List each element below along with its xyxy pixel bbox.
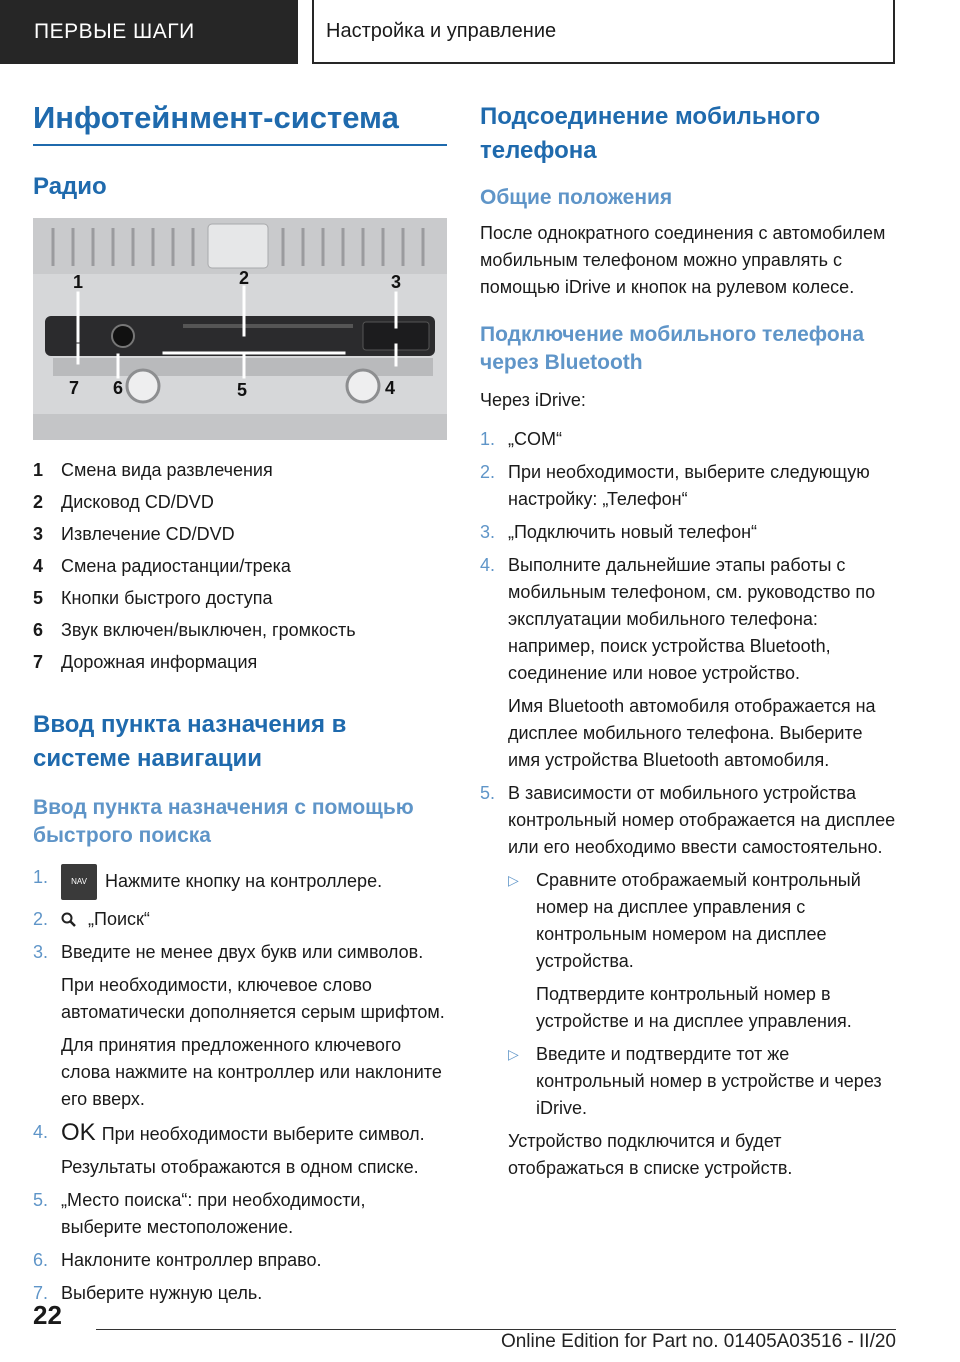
ok-symbol-icon: OK (61, 1119, 96, 1146)
list-item: 2. „Поиск“ (33, 909, 150, 929)
header-chapter (312, 0, 895, 64)
callout-7: 7 (69, 378, 80, 398)
legend-item: 1 Смена вида развлечения (33, 460, 273, 480)
bullet-item: ▷ Введите и подтвердите тот же контрольный номер в устройстве и через iDrive. (508, 1041, 896, 1122)
quick-search-steps (33, 864, 447, 1307)
bullet-list (508, 867, 896, 1122)
footer-divider (96, 1329, 896, 1330)
list-item: 5. „Место поиска“: при необходимости, выберите местоположение. (33, 1190, 366, 1237)
section-label: ПЕРВЫЕ ШАГИ (34, 20, 195, 43)
list-item: 1. „COM“ (480, 429, 562, 449)
chapter-label: Настройка и управление (326, 19, 557, 42)
general-text: После однократного соединения с автомобилем мобильным телефоном можно управлять с помощью iDrive и кнопок на рулевом колесе. (480, 223, 886, 297)
triangle-bullet-icon: ▷ (508, 872, 519, 888)
callout-6: 6 (113, 378, 124, 398)
legend-item: 2 Дисковод CD/DVD (33, 492, 214, 512)
list-item: 4. OK При необходимости выберите символ. Результаты отображаются в одном списке. (33, 1119, 425, 1177)
legend-item: 6 Звук включен/выключен, громкость (33, 620, 356, 640)
legend-item: 3 Извлечение CD/DVD (33, 524, 235, 544)
right-column (480, 100, 896, 1188)
list-item: 5. В зависимости от мобильного устройства контрольный номер отображается на дисплее или его необходимо ввести самостоятельно. ▷ Сравните отображаемый контрольный номер на дисплее управления с контрольным номером на дисплее устройства. Подтвердите контрольный номер в устройстве и на дисплее управления. ▷ Введите и подтвердите тот же контрольный номер в устройстве и через iDrive. Устройство подключится и будет отображаться в списке устройств. (480, 780, 896, 1182)
list-item: 6. Наклоните контроллер вправо. (33, 1250, 322, 1270)
bluetooth-steps (480, 426, 896, 1182)
closing-text: Устройство подключится и будет отображаться в списке устройств. (508, 1131, 793, 1178)
callout-1: 1 (73, 272, 84, 292)
list-item: 3. Введите не менее двух букв или символов. При необходимости, ключевое слово автоматически дополняется серым шрифтом. Для принятия предложенного ключевого слова нажмите на контроллер или наклоните его вверх. (33, 942, 445, 1109)
via-idrive: Через iDrive: (480, 390, 586, 410)
nav-heading: Ввод пункта назначения в системе навигации (33, 711, 347, 772)
search-icon (61, 912, 77, 928)
list-item: 4. Выполните дальнейшие этапы работы с мобильным телефоном, см. руководство по эксплуатации мобильного телефона: например, поиск устройства Bluetooth, соединение или новое устройство. Имя Bluetooth автомобиля отображается на дисплее мобильного телефона. Выберите имя устройства Bluetooth автомобиля. (480, 555, 876, 770)
bullet-item: ▷ Сравните отображаемый контрольный номер на дисплее управления с контрольным номером на дисплее устройства. Подтвердите контрольный номер в устройстве и на дисплее управления. (508, 867, 896, 1035)
callout-2: 2 (239, 268, 250, 288)
quick-search-heading: Ввод пункта назначения с помощью быстрого поиска (33, 796, 414, 847)
nav-button-icon: NAV (61, 864, 97, 900)
general-heading: Общие положения (480, 186, 673, 209)
page-number: 22 (33, 1300, 62, 1330)
radio-panel-illustration (33, 218, 447, 440)
list-item: 3. „Подключить новый телефон“ (480, 522, 758, 542)
header-section (0, 0, 298, 64)
callout-3: 3 (391, 272, 402, 292)
legend-item: 5 Кнопки быстрого доступа (33, 588, 273, 608)
callout-5: 5 (237, 380, 248, 400)
radio-heading: Радио (33, 173, 107, 200)
triangle-bullet-icon: ▷ (508, 1046, 519, 1062)
list-item: 2. При необходимости, выберите следующую настройку: „Телефон“ (480, 462, 870, 509)
list-item: 7. Выберите нужную цель. (33, 1283, 263, 1303)
legend-item: 4 Смена радиостанции/трека (33, 556, 291, 576)
list-item: 1. NAV Нажмите кнопку на контроллере. (33, 864, 447, 900)
legend-item: 7 Дорожная информация (33, 652, 258, 672)
footer-edition: Online Edition for Part no. 01405A03516 - II/20 (500, 1331, 896, 1352)
phone-heading: Подсоединение мобильного телефона (480, 103, 821, 164)
left-column (33, 100, 447, 1313)
callout-4: 4 (385, 378, 396, 398)
radio-panel-figure (33, 218, 447, 440)
bluetooth-heading: Подключение мобильного телефона через Bluetooth (480, 323, 865, 374)
figure-legend (33, 454, 447, 678)
page-title: Инфотейнмент-система (33, 100, 447, 146)
